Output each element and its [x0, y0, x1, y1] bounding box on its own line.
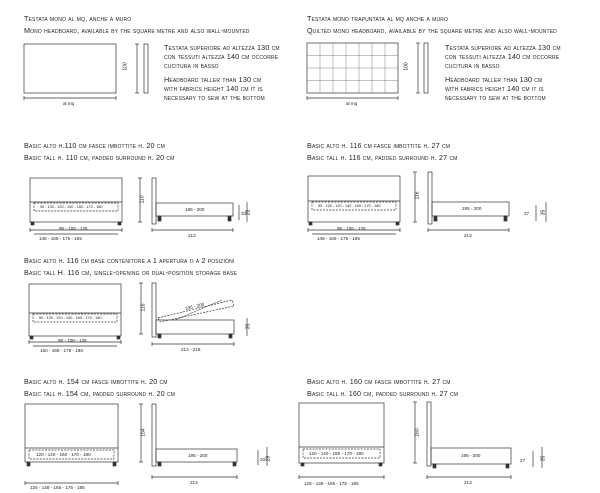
- storage-title-it: Basic alto h. 116 cm base contenitore a 1 apertura o a 2 posizioni: [24, 256, 235, 265]
- basic160-total-h: 35: [540, 455, 547, 462]
- basic154-title-en: Basic tall h. 154 cm, padded surround h. 20 cm: [24, 389, 176, 398]
- basic154-front-drawing: [25, 404, 118, 485]
- basic160-title-it: Basic alto h. 160 cm fasce imbottite h. 27 cm: [307, 377, 451, 386]
- storage-outer-widths: 150 - 168 - 178 - 188: [40, 348, 83, 353]
- quilted-note-it-3: cucitura in basso: [445, 61, 500, 70]
- basic160-title-en: Basic tall h. 160 cm, padded surround h. 27 cm: [307, 389, 459, 398]
- quilted-title-it: Testata mono trapuntata al mq anche a muro: [307, 14, 449, 23]
- basic160-front-drawing: [299, 403, 384, 479]
- mono-width: al mq: [63, 101, 75, 106]
- mono-note-it-2: con tessuti altezza 140 cm occorre: [164, 52, 279, 61]
- quilted-note-en-2: with fabrics height 140 cm it is: [445, 84, 544, 93]
- mono-note-it-3: cucitura in basso: [164, 61, 219, 70]
- basic160-length-inner: 195 - 200: [461, 453, 481, 458]
- basic110-side-drawing: [138, 178, 247, 232]
- mono-height: 100: [122, 62, 129, 71]
- basic110-title-it: Basic alto h.110 cm fasce imbottite h. 20 cm: [24, 141, 165, 150]
- basic116-length-inner: 195 - 200: [462, 206, 482, 211]
- basic160-outer-widths: 125 - 148 - 165 - 175 - 185: [304, 481, 359, 486]
- basic116-title-it: Basic alto h. 116 cm fasce imbottite h. 27 cm: [307, 141, 451, 150]
- storage-mattress-sizes: 90 - 100 - 120 - 140 - 160 - 170 - 180: [39, 316, 102, 320]
- mono-note-en-2: with fabrics height 140 cm it is: [164, 84, 263, 93]
- basic154-outer-widths: 125 - 148 - 165 - 175 - 185: [30, 485, 85, 490]
- storage-title-en: Basic tall H. 116 cm, single-opening or dual-position storage base: [24, 268, 237, 277]
- basic154-side-drawing: [139, 404, 267, 479]
- basic116-title-en: Basic tall h. 116 cm, padded surround h. 27 cm: [307, 153, 458, 162]
- basic160-frame-h: 27: [520, 458, 526, 463]
- storage-inner-widths: 98 - 108 - 128: [58, 338, 87, 343]
- basic116-height: 116: [414, 191, 421, 200]
- basic160-mattress-sizes: 120 - 140 - 160 - 170 - 180: [309, 451, 364, 456]
- basic154-height: 154: [140, 428, 147, 437]
- storage-total-h: 35: [245, 323, 252, 330]
- basic154-total-h: 28: [265, 455, 272, 462]
- quilted-height: 100: [403, 62, 410, 71]
- basic116-inner-widths: 95 - 105 - 125: [337, 226, 366, 231]
- basic110-frame-h: 20: [241, 211, 247, 216]
- mono-note-it-1: Testata superiore ad altezza 130 cm: [164, 43, 280, 52]
- basic160-side-drawing: [413, 402, 542, 479]
- mono-title-it: Testata mono al mq, anche a muro: [24, 14, 132, 23]
- quilted-title-en: Quilted mono headboard, available by the square metre and also wall-mounted: [307, 26, 557, 35]
- basic160-length-outer: 213: [464, 480, 472, 485]
- quilted-note-en-1: Headboard taller than 130 cm: [445, 75, 543, 84]
- basic116-frame-h: 27: [524, 211, 530, 216]
- storage-length-outer: 213 - 218: [181, 347, 201, 352]
- basic154-mattress-sizes: 120 - 140 - 160 - 170 - 180: [36, 452, 91, 457]
- basic160-height: 160: [414, 428, 421, 437]
- storage-front-drawing: [29, 284, 121, 346]
- quilted-note-it-1: Testata superiore ad altezza 130 cm: [445, 43, 561, 52]
- basic110-title-en: Basic tall h. 110 cm, padded surround h. 20 cm: [24, 153, 175, 162]
- basic110-length-outer: 213: [188, 233, 196, 238]
- basic110-outer-widths: 148 - 165 - 175 - 185: [39, 236, 82, 241]
- quilted-note-en-3: necessary to sew at the bottom: [445, 93, 546, 102]
- basic154-frame-h: 20: [260, 457, 266, 462]
- basic110-height: 110: [139, 195, 146, 204]
- mono-title-en: Mono headboard, available by the square metre and also wall-mounted: [24, 26, 250, 35]
- quilted-width: al mq: [346, 101, 358, 106]
- basic110-inner-widths: 95 - 105 - 125: [59, 226, 88, 231]
- basic110-mattress-sizes: 90 - 100 - 120 - 140 - 160 - 170 - 180: [40, 205, 103, 209]
- mono-note-en-3: necessary to sew at the bottom: [164, 93, 265, 102]
- basic110-total-h: 28: [245, 209, 252, 216]
- storage-length-inner: 195 - 200: [184, 301, 205, 312]
- basic116-length-outer: 213: [464, 233, 472, 238]
- basic116-outer-widths: 148 - 165 - 175 - 185: [317, 236, 360, 241]
- quilted-headboard-drawing: [307, 43, 428, 100]
- storage-side-drawing: [139, 283, 247, 346]
- quilted-note-it-2: con tessuti altezza 140 cm occorre: [445, 52, 560, 61]
- basic154-length-inner: 195 - 200: [188, 453, 208, 458]
- mono-note-en-1: Headboard taller than 130 cm: [164, 75, 262, 84]
- basic116-mattress-sizes: 90 - 100 - 120 - 140 - 160 - 170 - 180: [318, 204, 381, 208]
- basic110-length-inner: 195 - 200: [185, 207, 205, 212]
- mono-headboard-drawing: [24, 44, 148, 100]
- basic154-length-outer: 213: [190, 480, 198, 485]
- basic116-total-h: 35: [540, 209, 547, 216]
- basic154-title-it: Basic alto h. 154 cm fasce imbottite h. 20 cm: [24, 377, 168, 386]
- storage-height: 116: [140, 303, 147, 312]
- basic116-side-drawing: [413, 172, 546, 232]
